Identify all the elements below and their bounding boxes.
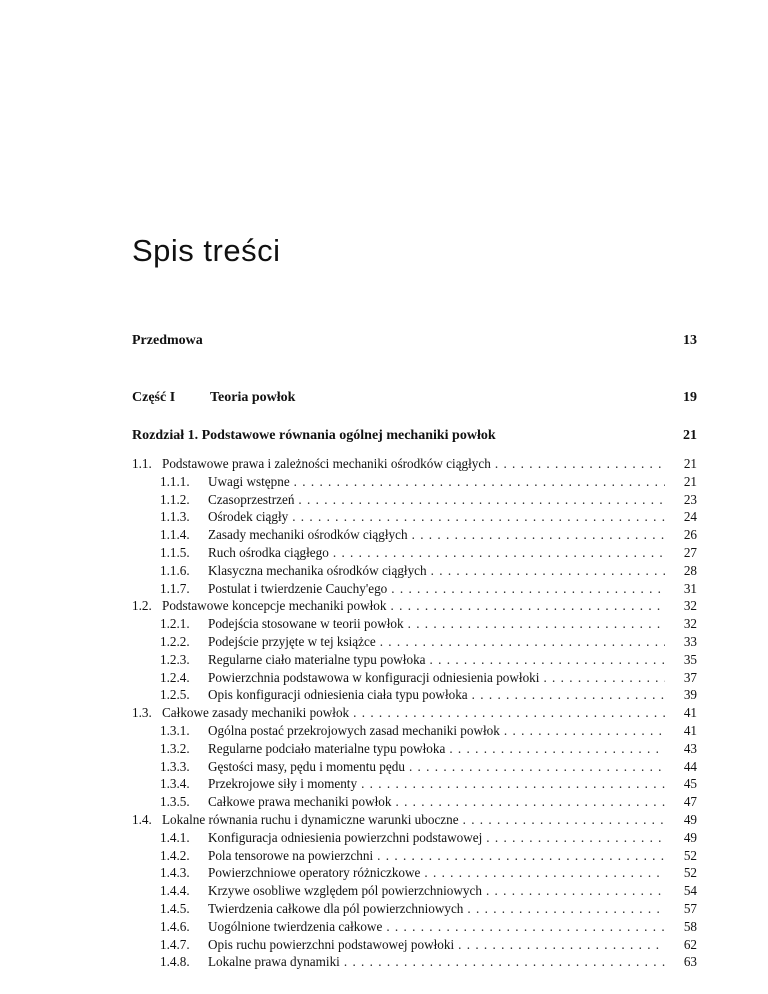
leader-dots [486,829,665,847]
leader-dots [353,704,665,722]
toc-section-entry[interactable]: 1.3. Całkowe zasady mechaniki powłok . . . 41 [132,704,697,722]
toc-list [132,455,697,971]
entry-number: 1.3.1. [160,722,190,738]
leader-dots [386,918,665,936]
entry-page: 63 [683,954,697,970]
leader-dots [377,847,665,865]
entry-title: Powierzchniowe operatory różniczkowe [208,865,421,881]
leader-dots [458,936,665,954]
toc-section-entry[interactable]: 1.2. Podstawowe koncepcje mechaniki powłok . . . 32 [132,597,697,615]
entry-page: 33 [683,633,697,649]
entry-page: 49 [683,811,697,827]
entry-title: Opis ruchu powierzchni podstawowej powłoki [208,936,455,952]
toc-subsection-entry[interactable] [132,864,697,882]
leader-dots [449,740,665,758]
entry-number: 1.1.7. [160,580,190,596]
entry-page: 43 [683,740,697,756]
toc-subsection-entry[interactable] [132,508,697,526]
leader-dots [504,722,665,740]
entry-page: 21 [683,456,697,471]
entry-number: 1.4.6. [160,918,190,934]
entry-title: Ogólna postać przekrojowych zasad mechaniki powłok [208,722,500,738]
toc-subsection-entry[interactable] [132,740,697,758]
entry-title: Ruch ośrodka ciągłego [208,544,329,560]
entry-number: 1.4.8. [160,954,190,970]
entry-page: 21 [683,473,697,489]
entry-page: 35 [683,651,697,667]
entry-title: Całkowe prawa mechaniki powłok [208,794,392,810]
entry-title: Regularne ciało materialne typu powłoka [208,651,426,667]
toc-section-entry[interactable]: 1.4. Lokalne równania ruchu i dynamiczne warunki uboczne . . . 49 [132,811,697,829]
leader-dots [486,882,665,900]
entry-number: 1.3.4. [160,776,190,792]
leader-dots [333,544,665,562]
entry-number: 1.1.2. [160,491,190,507]
entry-page: 41 [683,722,697,738]
leader-dots [467,900,665,918]
entry-number: 1.4.2. [160,847,190,863]
preface-entry[interactable] [132,333,697,349]
toc-subsection-entry[interactable] [132,953,697,971]
part-number: Część I [132,390,176,405]
toc-subsection-entry[interactable] [132,775,697,793]
toc-subsection-entry[interactable] [132,491,697,509]
entry-page: 58 [683,918,697,934]
toc-subsection-entry[interactable] [132,900,697,918]
leader-dots [391,597,666,615]
entry-page: 27 [683,544,697,560]
entry-title: Uwagi wstępne [208,473,290,489]
entry-number: 1.3.5. [160,794,190,810]
entry-title: Lokalne prawa dynamiki [208,954,340,970]
leader-dots [294,473,665,491]
toc-section-entry[interactable]: 1.1. Podstawowe prawa i zależności mechaniki ośrodków ciągłych . . . 21 [132,455,697,473]
entry-number: 1.2.5. [160,687,190,703]
toc-subsection-entry[interactable] [132,918,697,936]
entry-page: 37 [683,669,697,685]
entry-title: Przekrojowe siły i momenty [208,776,358,792]
entry-title: Opis konfiguracji odniesienia ciała typu powłoka [208,687,468,703]
toc-subsection-entry[interactable] [132,793,697,811]
entry-number: 1.4.1. [160,829,190,845]
part-title [132,390,295,406]
leader-dots [412,526,665,544]
toc-subsection-entry[interactable] [132,615,697,633]
part-entry[interactable] [132,390,697,406]
chapter-entry[interactable] [132,428,697,444]
leader-dots [391,580,665,598]
leader-dots [543,669,665,687]
entry-number: 1.1.6. [160,562,190,578]
entry-title: Twierdzenia całkowe dla pól powierzchniowych [208,900,464,916]
chapter-page: 21 [683,428,697,443]
entry-number: 1.1.5. [160,544,190,560]
toc-subsection-entry[interactable] [132,580,697,598]
toc-subsection-entry[interactable] [132,669,697,687]
entry-title: Czasoprzestrzeń [208,491,295,507]
entry-title: Gęstości masy, pędu i momentu pędu [208,758,405,774]
entry-number: 1.1.3. [160,509,190,525]
entry-page: 26 [683,527,697,543]
entry-page: 41 [683,705,697,721]
part-label: Teoria powłok [210,390,296,405]
entry-title: Uogólnione twierdzenia całkowe [208,918,383,934]
page-title: Spis treści [132,233,281,268]
entry-title: Podejścia stosowane w teorii powłok [208,616,404,632]
toc-subsection-entry[interactable] [132,633,697,651]
leader-dots [409,758,665,776]
preface-label: Przedmowa [132,333,203,348]
entry-title: Pola tensorowe na powierzchni [208,847,374,863]
leader-dots [431,562,665,580]
toc-subsection-entry[interactable] [132,562,697,580]
entry-title: Krzywe osobliwe względem pól powierzchniowych [208,883,482,899]
entry-number: 1.2.2. [160,633,190,649]
entry-number: 1.2.3. [160,651,190,667]
toc-subsection-entry[interactable] [132,544,697,562]
toc-subsection-entry[interactable] [132,722,697,740]
toc-subsection-entry[interactable] [132,882,697,900]
toc-subsection-entry[interactable] [132,847,697,865]
chapter-label: Rozdział 1. Podstawowe równania ogólnej mechaniki powłok [132,428,496,443]
entry-page: 54 [683,883,697,899]
leader-dots [292,508,665,526]
toc-subsection-entry[interactable] [132,829,697,847]
entry-title: Podejście przyjęte w tej książce [208,633,376,649]
entry-page: 45 [683,776,697,792]
entry-page: 47 [683,794,697,810]
entry-page: 44 [683,758,697,774]
leader-dots [408,615,665,633]
entry-number: 1.3.3. [160,758,190,774]
entry-number: 1.1.4. [160,527,190,543]
entry-page: 57 [683,900,697,916]
entry-title: Powierzchnia podstawowa w konfiguracji odniesienia powłoki [208,669,540,685]
toc-subsection-entry[interactable] [132,936,697,954]
entry-number: 1.2.1. [160,616,190,632]
entry-title: Całkowe zasady mechaniki powłok [162,705,350,721]
toc-subsection-entry[interactable] [132,526,697,544]
leader-dots [424,864,665,882]
entry-page: 23 [683,491,697,507]
leader-dots [361,775,665,793]
entry-page: 49 [683,829,697,845]
toc-subsection-entry[interactable] [132,651,697,669]
entry-number: 1.4.5. [160,900,190,916]
entry-title: Regularne podciało materialne typu powłoka [208,740,446,756]
entry-page: 31 [683,580,697,596]
toc-subsection-entry[interactable] [132,473,697,491]
entry-page: 32 [683,616,697,632]
leader-dots [395,793,665,811]
entry-title: Lokalne równania ruchu i dynamiczne warunki uboczne [162,811,459,827]
toc-subsection-entry[interactable] [132,758,697,776]
entry-page: 28 [683,562,697,578]
entry-title: Podstawowe koncepcje mechaniki powłok [162,598,387,614]
entry-page: 52 [683,865,697,881]
entry-number: 1.3.2. [160,740,190,756]
entry-number: 1.4.7. [160,936,190,952]
entry-title: Zasady mechaniki ośrodków ciągłych [208,527,408,543]
entry-title: Konfiguracja odniesienia powierzchni podstawowej [208,829,483,845]
entry-page: 24 [683,509,697,525]
part-page: 19 [683,390,697,405]
leader-dots [463,811,665,829]
entry-title: Ośrodek ciągły [208,509,289,525]
entry-page: 32 [683,598,697,614]
leader-dots [344,953,665,971]
entry-title: Podstawowe prawa i zależności mechaniki ośrodków ciągłych [162,456,491,471]
entry-number: 1.4.3. [160,865,190,881]
entry-title: Postulat i twierdzenie Cauchy'ego [208,580,388,596]
entry-number: 1.1.1. [160,473,190,489]
entry-page: 39 [683,687,697,703]
preface-page: 13 [683,333,697,348]
leader-dots [495,455,665,473]
entry-title: Klasyczna mechanika ośrodków ciągłych [208,562,427,578]
leader-dots [430,651,665,669]
entry-page: 52 [683,847,697,863]
leader-dots [380,633,665,651]
entry-page: 62 [683,936,697,952]
toc-subsection-entry[interactable] [132,686,697,704]
entry-number: 1.4.4. [160,883,190,899]
leader-dots [472,686,665,704]
leader-dots [298,491,665,509]
entry-number: 1.2.4. [160,669,190,685]
